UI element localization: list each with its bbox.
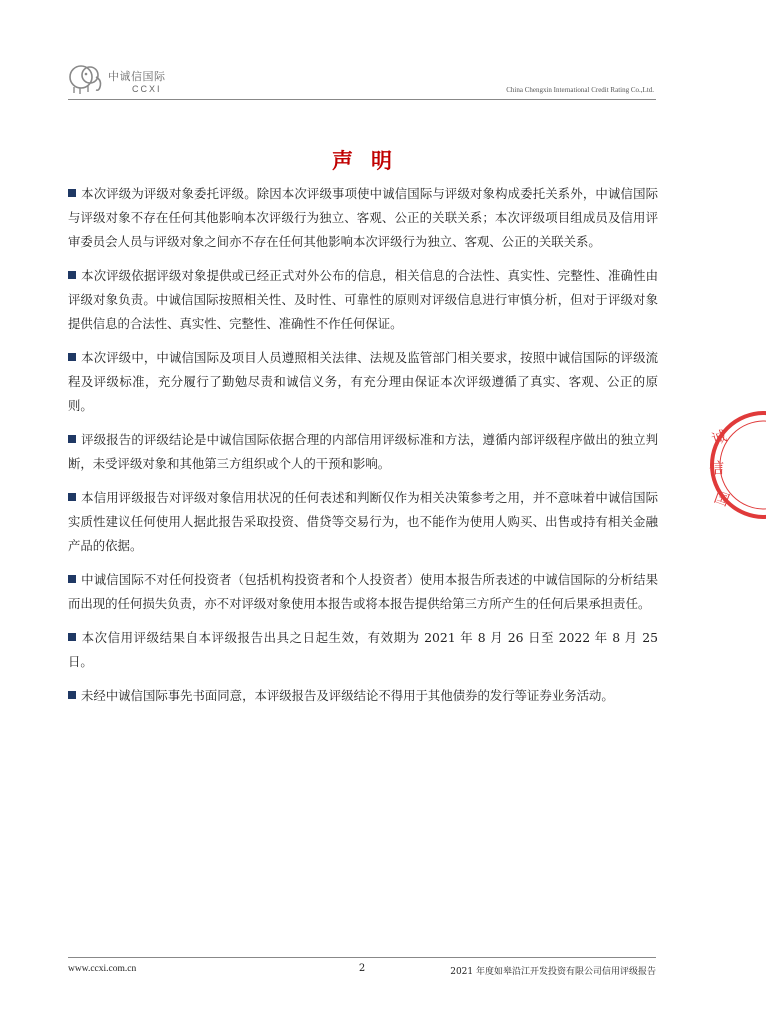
declaration-paragraph [68, 684, 658, 708]
paragraph-text: 本信用评级报告对评级对象信用状况的任何表述和判断仅作为相关决策参考之用，并不意味着中诚信国际实质性建议任何使用人据此报告采取投资、借贷等交易行为，也不能作为使用人购买、出售或持有相关金融产品的依据。 [68, 490, 658, 553]
page-header [68, 62, 656, 102]
elephant-logo-icon [68, 62, 108, 98]
declaration-paragraph [68, 264, 658, 336]
paragraph-text: 本次信用评级结果自本评级报告出具之日起生效，有效期为 2021 年 8 月 26 日至 2022 年 8 月 25 日。 [68, 630, 658, 669]
declaration-paragraph [68, 486, 658, 558]
square-bullet-icon [68, 633, 76, 641]
paragraph-text: 未经中诚信国际事先书面同意，本评级报告及评级结论不得用于其他债券的发行等证券业务活动。 [81, 688, 614, 703]
paragraph-text: 本次评级为评级对象委托评级。除因本次评级事项使中诚信国际与评级对象构成委托关系外，中诚信国际与评级对象不存在任何其他影响本次评级行为独立、客观、公正的关联关系；本次评级项目组成员及信用评审委员会人员与评级对象之间亦不存在任何其他影响本次评级行为独立、客观、公正的关联关系。 [68, 186, 658, 249]
page-title: 声明 [332, 149, 410, 173]
svg-text:诚: 诚 [709, 426, 730, 449]
header-divider [68, 99, 656, 100]
square-bullet-icon [68, 189, 76, 197]
declaration-paragraph [68, 568, 658, 616]
square-bullet-icon [68, 353, 76, 361]
square-bullet-icon [68, 575, 76, 583]
square-bullet-icon [68, 435, 76, 443]
logo-english-text: CCXI [132, 84, 162, 94]
declaration-paragraph [68, 626, 658, 674]
svg-text:国: 国 [711, 487, 732, 510]
paragraph-text: 本次评级依据评级对象提供或已经正式对外公布的信息，相关信息的合法性、真实性、完整性、准确性由评级对象负责。中诚信国际按照相关性、及时性、可靠性的原则对评级信息进行审慎分析，但对于评级对象提供信息的合法性、真实性、完整性、准确性不作任何保证。 [68, 268, 658, 331]
square-bullet-icon [68, 493, 76, 501]
footer-website: www.ccxi.com.cn [68, 964, 137, 974]
footer-report-name: 2021 年度如皋沿江开发投资有限公司信用评级报告 [450, 967, 656, 977]
square-bullet-icon [68, 271, 76, 279]
declaration-paragraph [68, 182, 658, 254]
paragraph-text: 评级报告的评级结论是中诚信国际依据合理的内部信用评级标准和方法，遵循内部评级程序做出的独立判断，未受评级对象和其他第三方组织或个人的干预和影响。 [68, 432, 658, 471]
company-english-name: China Chengxin International Credit Rating Co.,Ltd. [506, 86, 654, 94]
red-seal-stamp [706, 405, 766, 525]
declaration-paragraph [68, 428, 658, 476]
footer-divider [68, 957, 656, 958]
logo-chinese-text: 中诚信国际 [108, 70, 166, 83]
declaration-content [68, 182, 658, 718]
square-bullet-icon [68, 691, 76, 699]
page-number: 2 [358, 963, 366, 974]
paragraph-text: 中诚信国际不对任何投资者（包括机构投资者和个人投资者）使用本报告所表述的中诚信国际的分析结果而出现的任何损失负责，亦不对评级对象使用本报告或将本报告提供给第三方所产生的任何后果承担责任。 [68, 572, 658, 611]
paragraph-text: 本次评级中，中诚信国际及项目人员遵照相关法律、法规及监管部门相关要求，按照中诚信国际的评级流程及评级标准，充分履行了勤勉尽责和诚信义务，有充分理由保证本次评级遵循了真实、客观、公正的原则。 [68, 350, 658, 413]
declaration-paragraph [68, 346, 658, 418]
ccxi-logo [68, 62, 178, 98]
svg-text:信: 信 [709, 459, 725, 477]
